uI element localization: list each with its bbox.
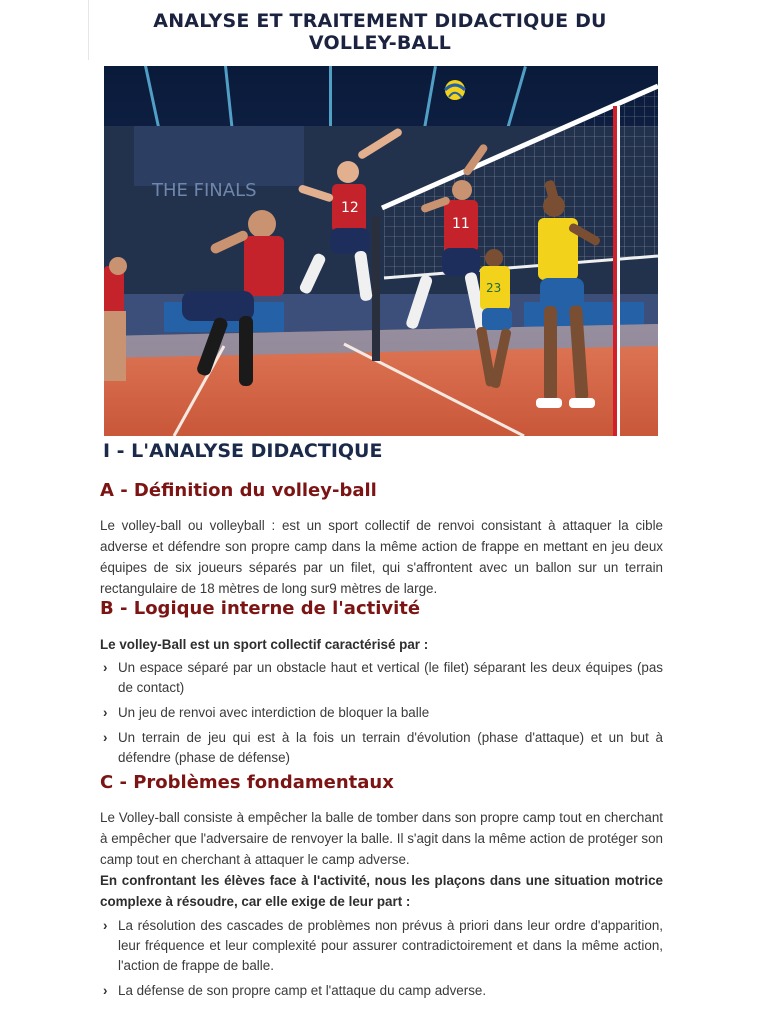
- list-item-text: La résolution des cascades de problèmes non prévus à priori dans leur ordre d'apparition, leur fréquence et leur complexité pour assurer contradictoirement et dans la même action, l'action de frappe de balle.: [118, 918, 663, 973]
- list-item: [100, 658, 663, 698]
- chevron-right-icon: ›: [103, 660, 108, 675]
- internal-logic-list: [100, 658, 663, 773]
- section-title: I - L'ANALYSE DIDACTIQUE: [103, 440, 383, 462]
- document-title: ANALYSE ET TRAITEMENT DIDACTIQUE DU VOLLEY-BALL: [153, 10, 607, 54]
- list-item: [100, 916, 663, 976]
- definition-paragraph: Le volley-ball ou volleyball : est un sport collectif de renvoi consistant à attaquer la cible adverse et défendre son propre camp dans la même action de frappe en mettant en jeu deux équipes de six joueurs séparés par un filet, qui s'affrontent avec un ballon sur un terrain rectangulaire de 18 mètres de long sur9 mètres de large.: [100, 518, 663, 596]
- page-left-rule: [88, 0, 89, 60]
- arena-banner-text: THE FINALS: [152, 180, 257, 201]
- list-item-text: Un espace séparé par un obstacle haut et vertical (le filet) séparant les deux équipes (pas de contact): [118, 660, 663, 695]
- volleyball-ball: [445, 80, 465, 100]
- list-item-text: La défense de son propre camp et l'attaque du camp adverse.: [118, 983, 487, 998]
- volleyball-photo: [104, 66, 658, 436]
- internal-logic-lead: Le volley-Ball est un sport collectif caractérisé par :: [100, 637, 429, 652]
- problems-lead: En confrontant les élèves face à l'activité, nous les plaçons dans une situation motrice complexe à résoudre, car elle exige de leur part :: [100, 873, 663, 909]
- problems-paragraph: Le Volley-ball consiste à empêcher la balle de tomber dans son propre camp tout en cherchant à empêcher que l'adversaire de renvoyer la balle. Il s'agit dans la même action de protéger son camp tout en cherchant à attaquer le camp adverse.: [100, 810, 663, 867]
- chevron-right-icon: ›: [103, 730, 108, 745]
- chevron-right-icon: ›: [103, 705, 108, 720]
- list-item-text: Un terrain de jeu qui est à la fois un terrain d'évolution (phase d'attaque) et un but à défendre (phase de défense): [118, 730, 663, 765]
- player-red-left-edge: [104, 257, 127, 381]
- chevron-right-icon: ›: [103, 918, 108, 933]
- heading-fundamental-problems: C - Problèmes fondamentaux: [100, 772, 394, 793]
- list-item: [100, 728, 663, 768]
- list-item: [100, 703, 663, 723]
- heading-internal-logic: B - Logique interne de l'activité: [100, 598, 421, 619]
- list-item-text: Un jeu de renvoi avec interdiction de bloquer la balle: [118, 705, 430, 720]
- svg-text:11: 11: [452, 216, 470, 232]
- svg-text:23: 23: [486, 281, 502, 295]
- svg-text:12: 12: [341, 200, 359, 216]
- problems-list: [100, 916, 663, 1006]
- chevron-right-icon: ›: [103, 983, 108, 998]
- list-item: [100, 981, 663, 1001]
- heading-definition: A - Définition du volley-ball: [100, 480, 377, 501]
